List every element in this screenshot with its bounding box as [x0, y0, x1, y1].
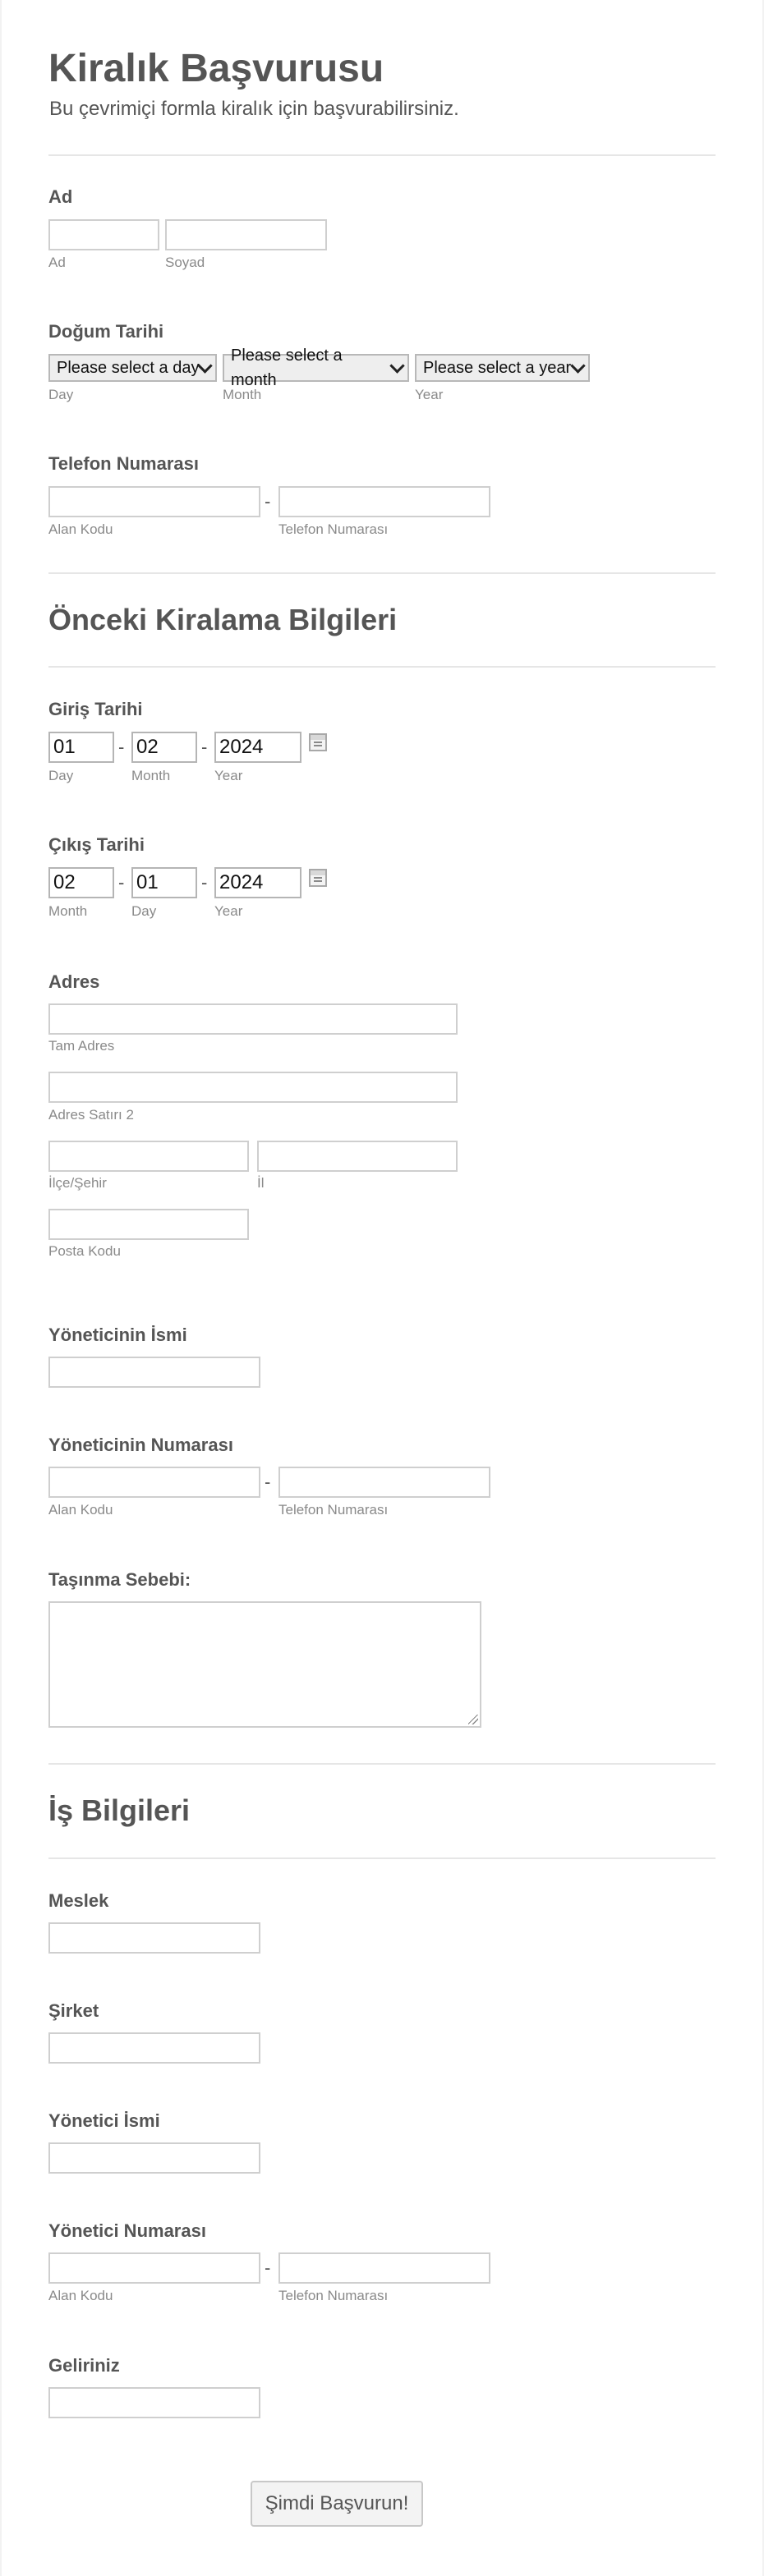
- phone-separator: -: [265, 491, 271, 512]
- divider: [48, 154, 716, 156]
- birth-year-sublabel: Year: [415, 387, 444, 402]
- checkin-date-label: Giriş Tarihi: [48, 699, 143, 719]
- address-zip-sublabel: Posta Kodu: [48, 1243, 121, 1259]
- birth-day-select-value: Please select a day: [57, 359, 200, 377]
- checkin-year-input[interactable]: 2024: [214, 732, 301, 763]
- moving-reason-label: Taşınma Sebebi:: [48, 1569, 191, 1590]
- address-line1-input[interactable]: [48, 1003, 458, 1035]
- divider: [48, 1763, 716, 1765]
- date-separator: -: [201, 872, 208, 893]
- birth-year-select[interactable]: [415, 354, 590, 382]
- checkout-year-input[interactable]: 2024: [214, 867, 301, 898]
- divider: [48, 666, 716, 668]
- checkout-month-input[interactable]: 02: [48, 867, 114, 898]
- supervisor-name-input[interactable]: [48, 2142, 260, 2174]
- manager-phone-number-sublabel: Telefon Numarası: [278, 1502, 389, 1518]
- left-border: [0, 0, 2, 2576]
- work-info-section-title: İş Bilgileri: [48, 1793, 191, 1827]
- occupation-input[interactable]: [48, 1922, 260, 1954]
- last-name-input[interactable]: [165, 219, 327, 250]
- address-label: Adres: [48, 971, 100, 992]
- manager-name-label: Yöneticinin İsmi: [48, 1325, 187, 1345]
- chevron-down-icon: [570, 358, 585, 373]
- occupation-label: Meslek: [48, 1890, 109, 1911]
- previous-rental-section-title: Önceki Kiralama Bilgileri: [48, 603, 398, 636]
- calendar-icon[interactable]: [309, 869, 327, 887]
- first-name-input[interactable]: [48, 219, 159, 250]
- checkin-month-input[interactable]: 02: [131, 732, 197, 763]
- income-input[interactable]: [48, 2387, 260, 2418]
- address-zip-input[interactable]: [48, 1209, 249, 1240]
- address-line2-input[interactable]: [48, 1072, 458, 1103]
- chevron-down-icon: [389, 358, 404, 373]
- address-line2-sublabel: Adres Satırı 2: [48, 1107, 134, 1123]
- birth-month-select[interactable]: [223, 347, 409, 389]
- supervisor-phone-number-input[interactable]: [278, 2252, 490, 2284]
- manager-name-input[interactable]: [48, 1357, 260, 1388]
- form-title: Kiralık Başvurusu: [48, 47, 384, 90]
- checkout-month-sublabel: Month: [48, 903, 88, 919]
- supervisor-name-label: Yönetici İsmi: [48, 2110, 160, 2131]
- submit-button[interactable]: Şimdi Başvurun!: [251, 2481, 423, 2527]
- address-city-input[interactable]: [48, 1141, 249, 1172]
- checkin-month-sublabel: Month: [131, 768, 171, 783]
- divider: [48, 1857, 716, 1859]
- address-line1-sublabel: Tam Adres: [48, 1038, 115, 1054]
- checkin-year-sublabel: Year: [214, 768, 243, 783]
- birth-date-label: Doğum Tarihi: [48, 321, 164, 342]
- phone-separator: -: [265, 1472, 271, 1492]
- birth-day-select[interactable]: [48, 354, 217, 382]
- manager-phone-area-code-sublabel: Alan Kodu: [48, 1502, 113, 1518]
- address-state-input[interactable]: [257, 1141, 458, 1172]
- phone-area-code-input[interactable]: [48, 486, 260, 517]
- phone-area-code-sublabel: Alan Kodu: [48, 521, 113, 537]
- first-name-sublabel: Ad: [48, 255, 66, 270]
- manager-phone-number-input[interactable]: [278, 1467, 490, 1498]
- company-label: Şirket: [48, 2000, 99, 2021]
- company-input[interactable]: [48, 2032, 260, 2064]
- checkout-date-label: Çıkış Tarihi: [48, 834, 145, 855]
- birth-month-sublabel: Month: [223, 387, 262, 402]
- supervisor-phone-area-code-sublabel: Alan Kodu: [48, 2288, 113, 2303]
- phone-number-sublabel: Telefon Numarası: [278, 521, 389, 537]
- checkout-day-input[interactable]: 01: [131, 867, 197, 898]
- checkout-year-sublabel: Year: [214, 903, 243, 919]
- birth-month-select-value: Please select a month: [231, 347, 343, 389]
- calendar-icon[interactable]: [309, 733, 327, 751]
- birth-year-select-value: Please select a year: [423, 359, 572, 377]
- date-separator: -: [118, 737, 125, 757]
- checkin-day-input[interactable]: 01: [48, 732, 114, 763]
- checkout-day-sublabel: Day: [131, 903, 157, 919]
- checkin-day-sublabel: Day: [48, 768, 74, 783]
- supervisor-phone-area-code-input[interactable]: [48, 2252, 260, 2284]
- date-separator: -: [201, 737, 208, 757]
- divider: [48, 572, 716, 574]
- income-label: Geliriniz: [48, 2355, 120, 2376]
- supervisor-phone-label: Yönetici Numarası: [48, 2220, 206, 2241]
- phone-separator: -: [265, 2257, 271, 2278]
- form-subtitle: Bu çevrimiçi formla kiralık için başvurabilirsiniz.: [49, 98, 459, 120]
- manager-phone-label: Yöneticinin Numarası: [48, 1435, 233, 1455]
- phone-label: Telefon Numarası: [48, 453, 199, 474]
- moving-reason-textarea[interactable]: [48, 1601, 481, 1728]
- address-city-sublabel: İlçe/Şehir: [48, 1175, 107, 1191]
- manager-phone-area-code-input[interactable]: [48, 1467, 260, 1498]
- phone-number-input[interactable]: [278, 486, 490, 517]
- resize-handle-icon[interactable]: [468, 1715, 478, 1724]
- date-separator: -: [118, 872, 125, 893]
- supervisor-phone-number-sublabel: Telefon Numarası: [278, 2288, 389, 2303]
- address-state-sublabel: İl: [257, 1175, 265, 1191]
- last-name-sublabel: Soyad: [165, 255, 205, 270]
- birth-day-sublabel: Day: [48, 387, 74, 402]
- name-label: Ad: [48, 186, 73, 207]
- chevron-down-icon: [197, 358, 212, 373]
